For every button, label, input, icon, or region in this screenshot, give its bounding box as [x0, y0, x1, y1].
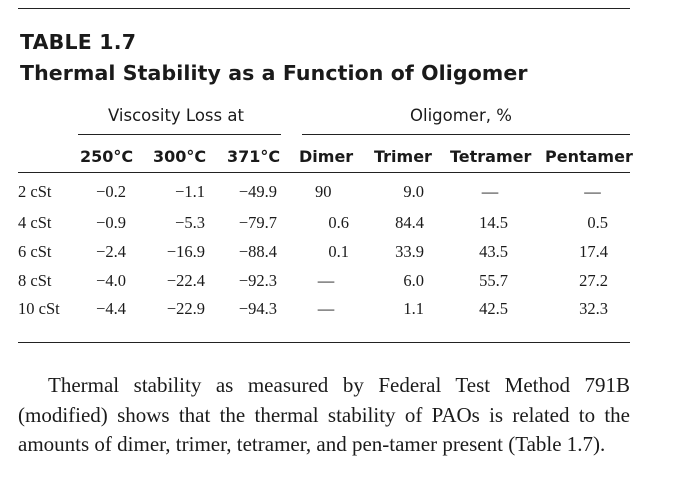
row-label: 10 cSt	[18, 299, 60, 318]
cell-pentamer: 32.3	[579, 299, 608, 318]
cell-pentamer: 27.2	[579, 271, 608, 290]
header-bottom-rule	[18, 172, 630, 173]
group-header-viscosity-loss: Viscosity Loss at	[108, 106, 244, 125]
cell-371c: −88.4	[238, 242, 277, 261]
cell-tetramer: 55.7	[479, 271, 508, 290]
cell-250c: −4.4	[96, 299, 126, 318]
row-label: 4 cSt	[18, 213, 52, 232]
cell-250c: −0.2	[96, 182, 126, 201]
cell-300c: −16.9	[166, 242, 205, 261]
cell-pentamer: 0.5	[587, 213, 608, 232]
cell-trimer: 1.1	[403, 299, 424, 318]
table-number: TABLE 1.7	[20, 30, 137, 54]
cell-trimer: 33.9	[395, 242, 424, 261]
cell-250c: −4.0	[96, 271, 126, 290]
cell-dimer: —	[317, 271, 335, 290]
oligomer-underline	[302, 134, 630, 135]
cell-371c: −94.3	[238, 299, 277, 318]
cell-300c: −22.9	[166, 299, 205, 318]
cell-trimer: 84.4	[395, 213, 424, 232]
row-label: 2 cSt	[18, 182, 52, 201]
cell-371c: −79.7	[238, 213, 277, 232]
cell-300c: −1.1	[175, 182, 205, 201]
cell-dimer: 0.1	[328, 242, 349, 261]
column-header-pentamer: Pentamer	[545, 147, 633, 166]
cell-dimer: 0.6	[328, 213, 349, 232]
table-bottom-rule	[18, 342, 630, 343]
table-top-rule	[18, 8, 630, 9]
table-caption: Thermal Stability as a Function of Oligomer	[20, 61, 528, 85]
cell-dimer: —	[317, 299, 335, 318]
cell-dimer: 90	[315, 182, 332, 201]
cell-300c: −5.3	[175, 213, 205, 232]
cell-tetramer: —	[481, 182, 499, 201]
column-header-dimer: Dimer	[299, 147, 354, 166]
column-header-250c: 250°C	[80, 147, 134, 166]
cell-trimer: 6.0	[403, 271, 424, 290]
column-header-trimer: Trimer	[374, 147, 432, 166]
cell-300c: −22.4	[166, 271, 205, 290]
cell-250c: −2.4	[96, 242, 126, 261]
cell-pentamer: —	[584, 182, 601, 201]
cell-trimer: 9.0	[403, 182, 424, 201]
cell-tetramer: 43.5	[479, 242, 508, 261]
column-header-300c: 300°C	[153, 147, 207, 166]
viscosity-loss-underline	[78, 134, 281, 135]
row-label: 8 cSt	[18, 271, 52, 290]
cell-371c: −92.3	[238, 271, 277, 290]
group-header-oligomer: Oligomer, %	[410, 106, 512, 125]
column-header-tetramer: Tetramer	[450, 147, 532, 166]
cell-371c: −49.9	[238, 182, 277, 201]
cell-250c: −0.9	[96, 213, 126, 232]
column-header-371c: 371°C	[227, 147, 281, 166]
row-label: 6 cSt	[18, 242, 52, 261]
body-paragraph: Thermal stability as measured by Federal Test Method 791B (modified) shows that the thermal stability of PAOs is related to the amounts of dimer, trimer, tetramer, and pen-tamer present (Table 1.7).	[18, 373, 630, 456]
cell-pentamer: 17.4	[579, 242, 608, 261]
cell-tetramer: 14.5	[479, 213, 508, 232]
cell-tetramer: 42.5	[479, 299, 508, 318]
